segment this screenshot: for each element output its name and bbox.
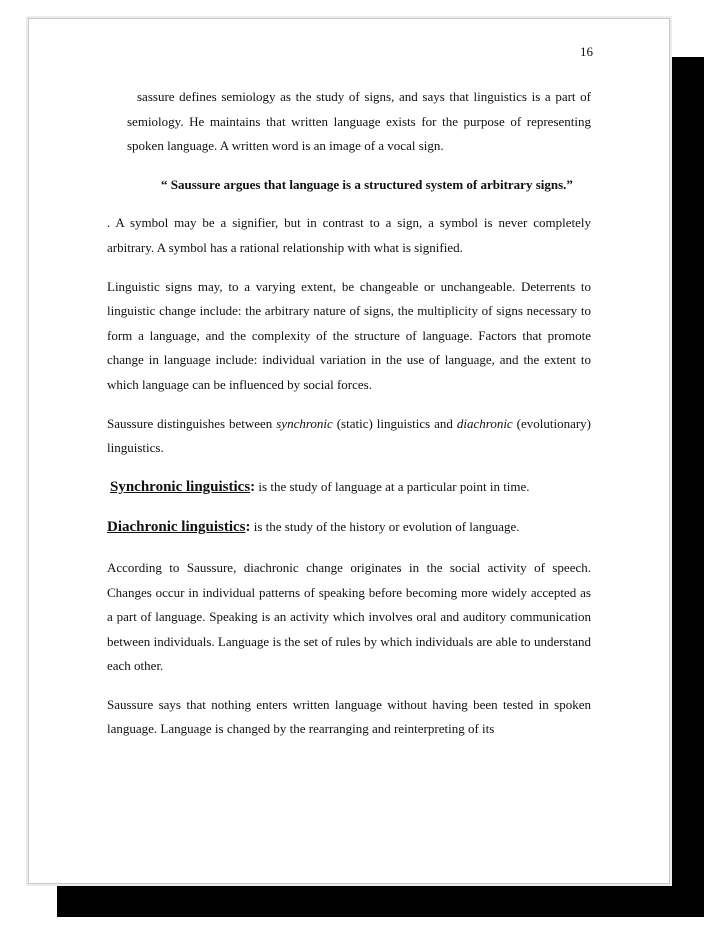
term-diachronic: diachronic [456, 415, 513, 431]
paragraph-semiology [127, 85, 591, 159]
definition-text: is the study of language at a particular point in time. [255, 478, 530, 494]
paragraph-written-language: Saussure says that nothing enters written language without having been tested in spoken language. Language is changed by the rearranging and reinterpreting of its [107, 696, 591, 737]
term-synchronic: synchronic [276, 415, 333, 431]
definition-text: is the study of the history or evolution of language. [250, 519, 520, 535]
definition-diachronic [107, 515, 591, 540]
distinction-text-2: (static) linguistics and [332, 415, 457, 431]
definition-term: Diachronic linguistics [107, 519, 246, 536]
distinction-text-1: Saussure distinguishes between [107, 415, 277, 431]
paragraph-linguistic-signs: Linguistic signs may, to a varying extent, be changeable or unchangeable. Deterrents to linguistic change include: the arbitrary nature of signs, the multiplicity of signs necessary to form a language, and the complexity of the structure of language. Factors that promote change in language include: individual variation in the use of language, and the extent to which language can be influenced by social forces. [107, 278, 591, 392]
quote-saussure: “ Saussure argues that language is a structured system of arbitrary signs.” [161, 176, 573, 192]
paragraph-distinction [107, 412, 591, 461]
paragraph-symbol: . A symbol may be a signifier, but in contrast to a sign, a symbol is never completely arbitrary. A symbol has a rational relationship with what is signified. [107, 215, 591, 255]
definition-colon: : [250, 478, 256, 495]
page-content [107, 85, 591, 756]
paragraph-text: sassure defines semiology as the study of signs, and says that linguistics is a part of semiology. He maintains that written language exists for the purpose of representing spoken language. A written word is an image of a vocal sign. [127, 89, 591, 154]
definition-colon: : [245, 519, 251, 536]
page-number: 16 [580, 44, 593, 59]
definition-term: Synchronic linguistics [110, 478, 251, 495]
document-page [28, 18, 670, 884]
distinction-text-3: (evolutionary) linguistics. [107, 415, 592, 456]
paragraph-diachronic-change: According to Saussure, diachronic change originates in the social activity of speech. Changes occur in individual patterns of speaking before becoming more widely accepted as a part of language. Speaking is an activity which involves oral and auditory communication between individuals. Language is the set of rules by which individuals are able to understand each other. [107, 559, 591, 674]
definition-synchronic [107, 475, 591, 500]
